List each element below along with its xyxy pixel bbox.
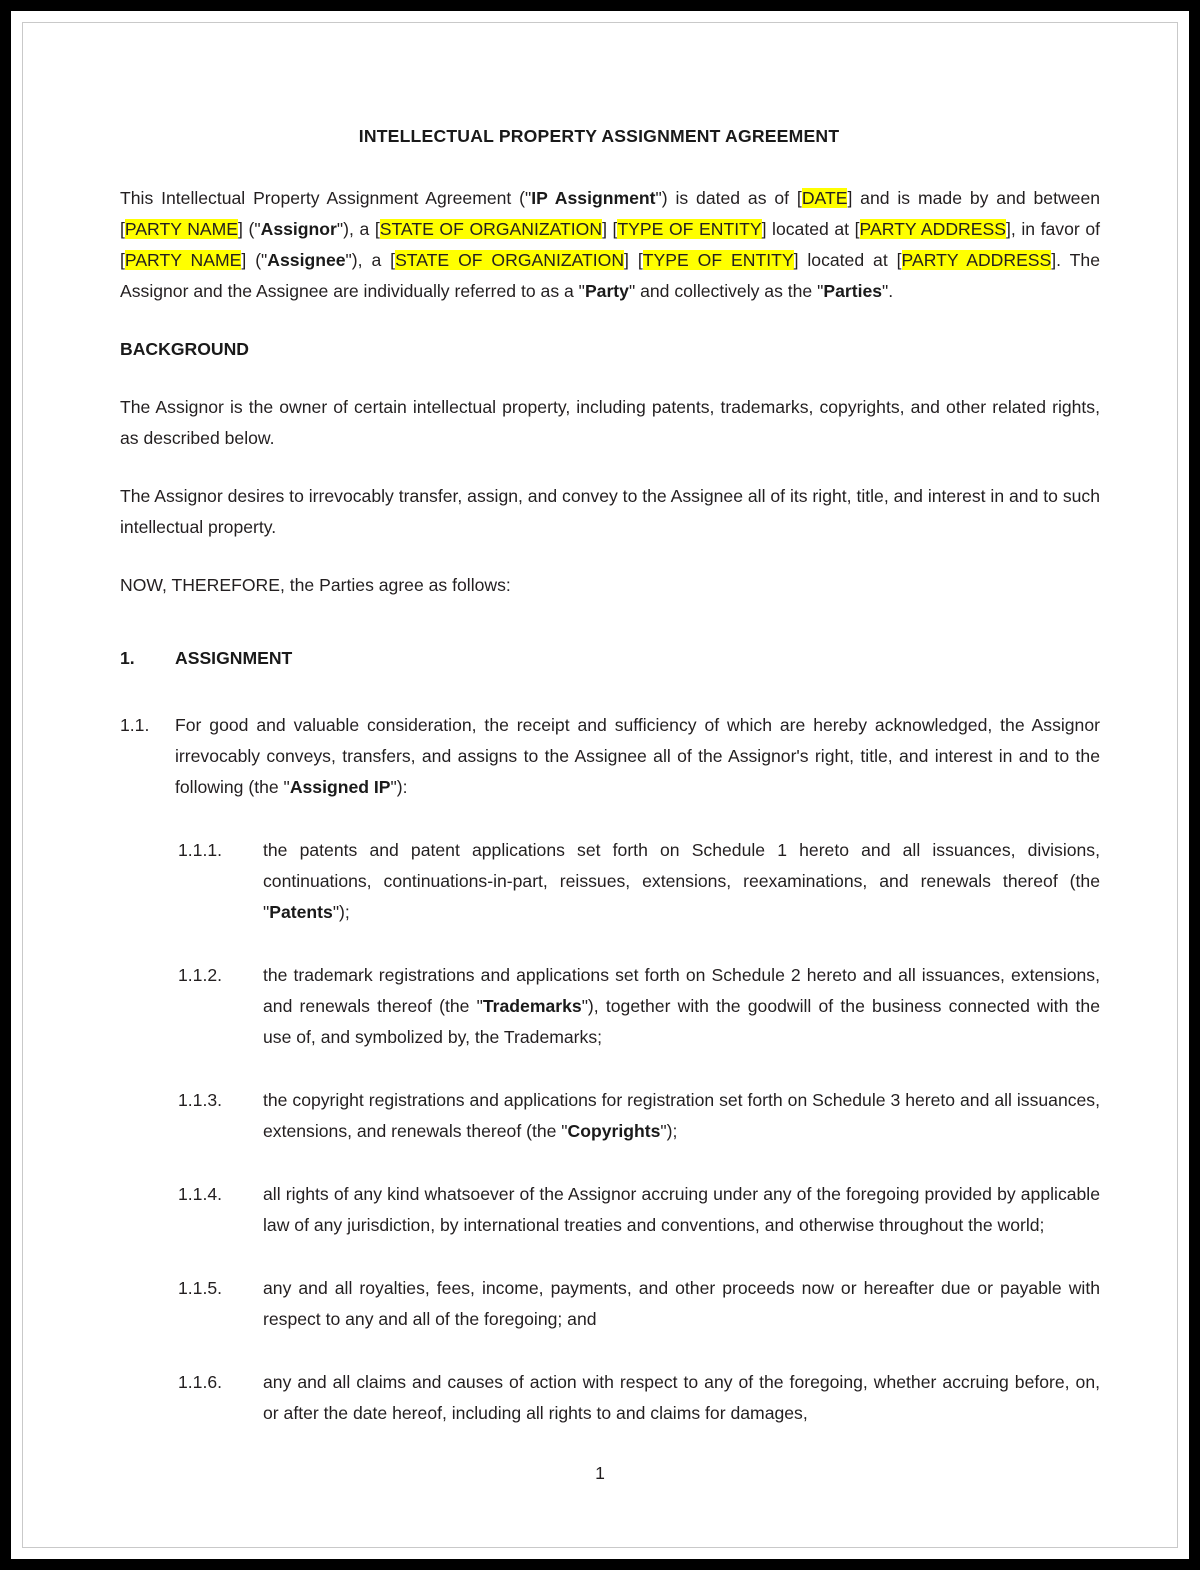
clause-1-1-1: [120, 803, 1100, 928]
clause-1-1-text-after: "):: [390, 777, 408, 797]
clause-1-1-5-number: 1.1.5.: [178, 1278, 223, 1298]
clause-1-1-4: [120, 1147, 1100, 1241]
clause-1-1-3-number: 1.1.3.: [178, 1090, 223, 1110]
clause-1-1-6-number: 1.1.6.: [178, 1372, 223, 1392]
preamble-text-5: "), a [: [336, 219, 380, 239]
placeholder-date: DATE: [801, 188, 848, 208]
clause-1-1-3: [120, 1053, 1100, 1147]
defined-term-party: Party: [584, 281, 629, 301]
defined-term-trademarks: Trademarks: [482, 996, 582, 1016]
placeholder-type-of-entity-assignee: TYPE OF ENTITY: [642, 250, 794, 270]
preamble-text-3: ] and is made by and between [: [120, 188, 1101, 239]
clause-1-1-4-number: 1.1.4.: [178, 1184, 223, 1204]
background-paragraph-3: NOW, THEREFORE, the Parties agree as follows:: [120, 575, 511, 595]
clause-1-1-6-text: any and all claims and causes of action with respect to any of the foregoing, whether accruing before, on, or after the date hereof, including all rights to and claims for damages,: [263, 1372, 1100, 1423]
clause-1-1-1-number: 1.1.1.: [178, 840, 223, 860]
clause-1-1-3-text: [263, 1085, 1100, 1147]
placeholder-type-of-entity-assignor: TYPE OF ENTITY: [617, 219, 762, 239]
clause-1-1-1-text-after: ");: [332, 902, 350, 922]
placeholder-party-address-assignor: PARTY ADDRESS: [859, 219, 1006, 239]
defined-term-assignee: Assignee: [267, 250, 346, 270]
defined-term-copyrights: Copyrights: [567, 1121, 661, 1141]
placeholder-party-name-assignee: PARTY NAME: [124, 250, 242, 270]
clause-1-1-1-text: [263, 835, 1100, 928]
preamble-text-9: ] (": [241, 250, 268, 270]
clause-1-1-2-text-after: "), together with the goodwill of the business connected with the use of, and symbolized by, the Trademarks;: [263, 996, 1100, 1047]
section-1-assignment: [120, 601, 1100, 674]
preamble-text-13: ]. The Assignor and the Assignee are individually referred to as a ": [120, 250, 1100, 301]
clause-1-1-3-text-before: the copyright registrations and applications for registration set forth on Schedule 3 hereto and all issuances, extensions, and renewals thereof (the ": [263, 1090, 1100, 1141]
preamble-text-15: ".: [882, 281, 894, 301]
background-paragraph-1: The Assignor is the owner of certain intellectual property, including patents, trademarks, copyrights, and other related rights, as described below.: [120, 397, 1100, 448]
defined-term-patents: Patents: [269, 902, 333, 922]
section-1-number: 1.: [120, 648, 135, 668]
preamble-text-2: ") is dated as of [: [655, 188, 802, 208]
placeholder-party-name-assignor: PARTY NAME: [124, 219, 239, 239]
defined-term-assignor: Assignor: [260, 219, 337, 239]
clause-1-1: [120, 674, 1100, 803]
document-title: INTELLECTUAL PROPERTY ASSIGNMENT AGREEMENT: [358, 126, 840, 146]
preamble-text-7: ] located at [: [761, 219, 860, 239]
placeholder-state-of-organization-assignor: STATE OF ORGANIZATION: [379, 219, 603, 239]
clause-1-1-3-text-after: ");: [660, 1121, 678, 1141]
preamble-paragraph: [120, 152, 1100, 307]
defined-term-assigned-ip: Assigned IP: [289, 777, 391, 797]
preamble-text-1: This Intellectual Property Assignment Agreement (": [120, 188, 532, 208]
placeholder-party-address-assignee: PARTY ADDRESS: [901, 250, 1052, 270]
clause-1-1-1-text-before: the patents and patent applications set forth on Schedule 1 hereto and all issuances, divisions, continuations, continuations-in-part, reissues, extensions, reexaminations, and renewals thereof (the ": [263, 840, 1100, 922]
preamble-text-14: " and collectively as the ": [628, 281, 824, 301]
defined-term-ip-assignment: IP Assignment: [531, 188, 656, 208]
clause-1-1-text: [175, 710, 1100, 803]
clause-1-1-2: [120, 928, 1100, 1053]
preamble-text-11: ] [: [624, 250, 643, 270]
preamble-text-12: ] located at [: [793, 250, 902, 270]
section-1-heading: ASSIGNMENT: [175, 648, 293, 668]
clause-1-1-2-number: 1.1.2.: [178, 965, 223, 985]
clause-1-1-5: [120, 1241, 1100, 1335]
preamble-text-4: ] (": [238, 219, 261, 239]
background-paragraph-2: The Assignor desires to irrevocably transfer, assign, and convey to the Assignee all of its right, title, and interest in and to such intellectual property.: [120, 486, 1100, 537]
clause-1-1-2-text-before: the trademark registrations and applications set forth on Schedule 2 hereto and all issuances, extensions, and renewals thereof (the ": [263, 965, 1100, 1016]
page-number: 1: [595, 1463, 605, 1483]
placeholder-state-of-organization-assignee: STATE OF ORGANIZATION: [395, 250, 625, 270]
preamble-text-10: "), a [: [345, 250, 396, 270]
background-heading: BACKGROUND: [120, 339, 250, 359]
clause-1-1-4-text: all rights of any kind whatsoever of the Assignor accruing under any of the foregoing provided by applicable law of any jurisdiction, by international treaties and conventions, and otherwise throughout the world;: [263, 1184, 1100, 1235]
clause-1-1-6: [120, 1335, 1100, 1429]
clause-1-1-2-text: [263, 960, 1100, 1053]
preamble-text-6: ] [: [602, 219, 618, 239]
clause-1-1-text-before: For good and valuable consideration, the receipt and sufficiency of which are hereby acknowledged, the Assignor irrevocably conveys, transfers, and assigns to the Assignee all of the Assignor's right, title, and interest in and to the following (the ": [175, 715, 1100, 797]
clause-1-1-5-text: any and all royalties, fees, income, payments, and other proceeds now or hereafter due or payable with respect to any and all of the foregoing; and: [263, 1278, 1100, 1329]
clause-1-1-number: 1.1.: [120, 715, 150, 735]
preamble-text-8: ], in favor of [: [120, 219, 1100, 270]
defined-term-parties: Parties: [823, 281, 883, 301]
